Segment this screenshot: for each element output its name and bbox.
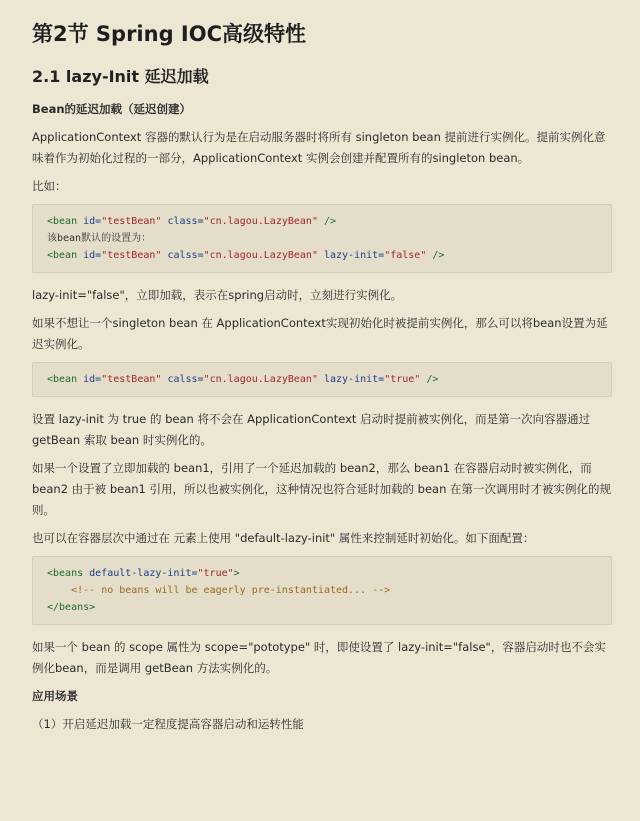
paragraph-4: 设置 lazy-init 为 true 的 bean 将不会在 ApplicationContext 启动时提前被实例化，而是第一次向容器通过 getBean 索取 bean 时实例化的。 [32,412,591,447]
code-line: <bean id="testBean" calss="cn.lagou.LazyBean" lazy-init="true" /> [47,374,439,385]
code-line: <bean id="testBean" class="cn.lagou.LazyBean" /> [47,216,337,227]
code-block-1 [32,204,612,273]
code-line: </beans> [47,602,96,613]
code-block-2 [32,362,612,397]
example-label: 比如： [32,179,67,193]
paragraph-5: 如果一个设置了立即加载的 bean1，引用了一个延迟加载的 bean2，那么 bean1 在容器启动时被实例化，而 bean2 由于被 bean1 引用，所以也被实例化，这种情况也符合延时加载的 bean 在第一次调用时才被实例化的规则。 [32,461,612,517]
paragraph-1: ApplicationContext 容器的默认行为是在启动服务器时将所有 singleton bean 提前进行实例化。提前实例化意味着作为初始化过程的一部分，ApplicationContext 实例会创建并配置所有的singleton bean。 [32,130,606,165]
sub-heading: Bean的延迟加载（延迟创建） [32,102,192,116]
code-comment: <!-- no beans will be eagerly pre-instantiated... --> [71,585,391,596]
page-title: 第2节 Spring IOC高级特性 [32,22,307,46]
paragraph-2: lazy-init="false"，立即加载，表示在spring启动时，立刻进行实例化。 [32,288,403,302]
paragraph-7: 如果一个 bean 的 scope 属性为 scope="pototype" 时，即使设置了 lazy-init="false"，容器启动时也不会实例化bean，而是调用 getBean 方法实例化的。 [32,640,606,675]
code-line: <beans default-lazy-init="true"> [47,568,240,579]
code-block-3 [32,556,612,625]
scenario-item-1: （1）开启延迟加载一定程度提高容器启动和运转性能 [32,717,304,731]
section-heading: 2.1 lazy-Init 延迟加载 [32,67,209,86]
code-line: 该bean默认的设置为： [47,233,152,244]
paragraph-3: 如果不想让一个singleton bean 在 ApplicationContext实现初始化时被提前实例化，那么可以将bean设置为延迟实例化。 [32,316,608,351]
scenario-label: 应用场景 [32,689,78,703]
code-line: <bean id="testBean" calss="cn.lagou.LazyBean" lazy-init="false" /> [47,250,445,261]
paragraph-6: 也可以在容器层次中通过在 元素上使用 "default-lazy-init" 属性来控制延时初始化。如下面配置： [32,531,535,545]
